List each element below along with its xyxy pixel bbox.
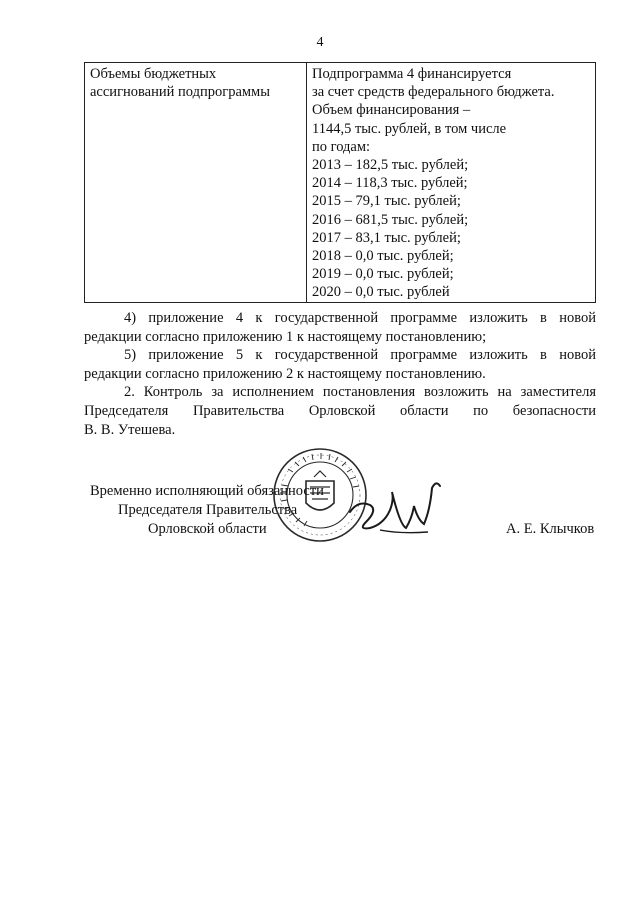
year-funding-line: 2020 – 0,0 тыс. рублей xyxy=(312,284,450,301)
table-content-line: Объем финансирования – xyxy=(312,102,471,119)
table-content-line: по годам: xyxy=(312,138,371,155)
year-funding-line: 2018 – 0,0 тыс. рублей; xyxy=(312,248,454,265)
signer-name: А. Е. Клычков xyxy=(506,521,595,537)
year-funding-line: 2016 – 681,5 тыс. рублей; xyxy=(312,211,469,228)
paragraph-control-cont: Председателя Правительства Орловской области по безопасности xyxy=(84,402,596,419)
signature-position-line2: Председателя Правительства xyxy=(118,502,298,518)
year-funding-line: 2017 – 83,1 тыс. рублей; xyxy=(312,229,461,246)
table-content-cell xyxy=(307,63,596,303)
paragraph-control: 2. Контроль за исполнением постановления возложить на заместителя xyxy=(124,384,596,401)
paragraph-item-4-cont: редакции согласно приложению 1 к настоящему постановлению; xyxy=(84,328,487,345)
table-label-line: ассигнований подпрограммы xyxy=(90,84,270,101)
document-body xyxy=(84,309,596,439)
subprogram-info-table xyxy=(84,62,596,303)
table-row xyxy=(85,63,596,303)
table-content-line: Подпрограмма 4 финансируется xyxy=(312,66,512,82)
paragraph-item-5: 5) приложение 5 к государственной программе изложить в новой xyxy=(124,347,596,364)
table-label-line: Объемы бюджетных xyxy=(90,66,217,82)
year-funding-line: 2014 – 118,3 тыс. рублей; xyxy=(312,175,468,192)
paragraph-item-5-cont: редакции согласно приложению 2 к настоящему постановлению. xyxy=(84,365,486,382)
year-funding-line: 2013 – 182,5 тыс. рублей; xyxy=(312,157,469,174)
year-funding-line: 2015 – 79,1 тыс. рублей; xyxy=(312,193,461,210)
signature-position-line1: Временно исполняющий обязанности xyxy=(90,483,324,499)
year-funding-line: 2019 – 0,0 тыс. рублей; xyxy=(312,266,454,283)
table-content-line: 1144,5 тыс. рублей, в том числе xyxy=(312,120,507,137)
paragraph-control-end: В. В. Утешева. xyxy=(84,421,176,438)
signature-position-line3: Орловской области xyxy=(148,521,267,537)
handwritten-signature-icon xyxy=(340,470,445,545)
paragraph-item-4: 4) приложение 4 к государственной программе изложить в новой xyxy=(124,310,596,326)
table-content-line: за счет средств федерального бюджета. xyxy=(312,84,555,101)
page-number: 4 xyxy=(316,35,324,50)
table-label-cell xyxy=(85,63,307,303)
